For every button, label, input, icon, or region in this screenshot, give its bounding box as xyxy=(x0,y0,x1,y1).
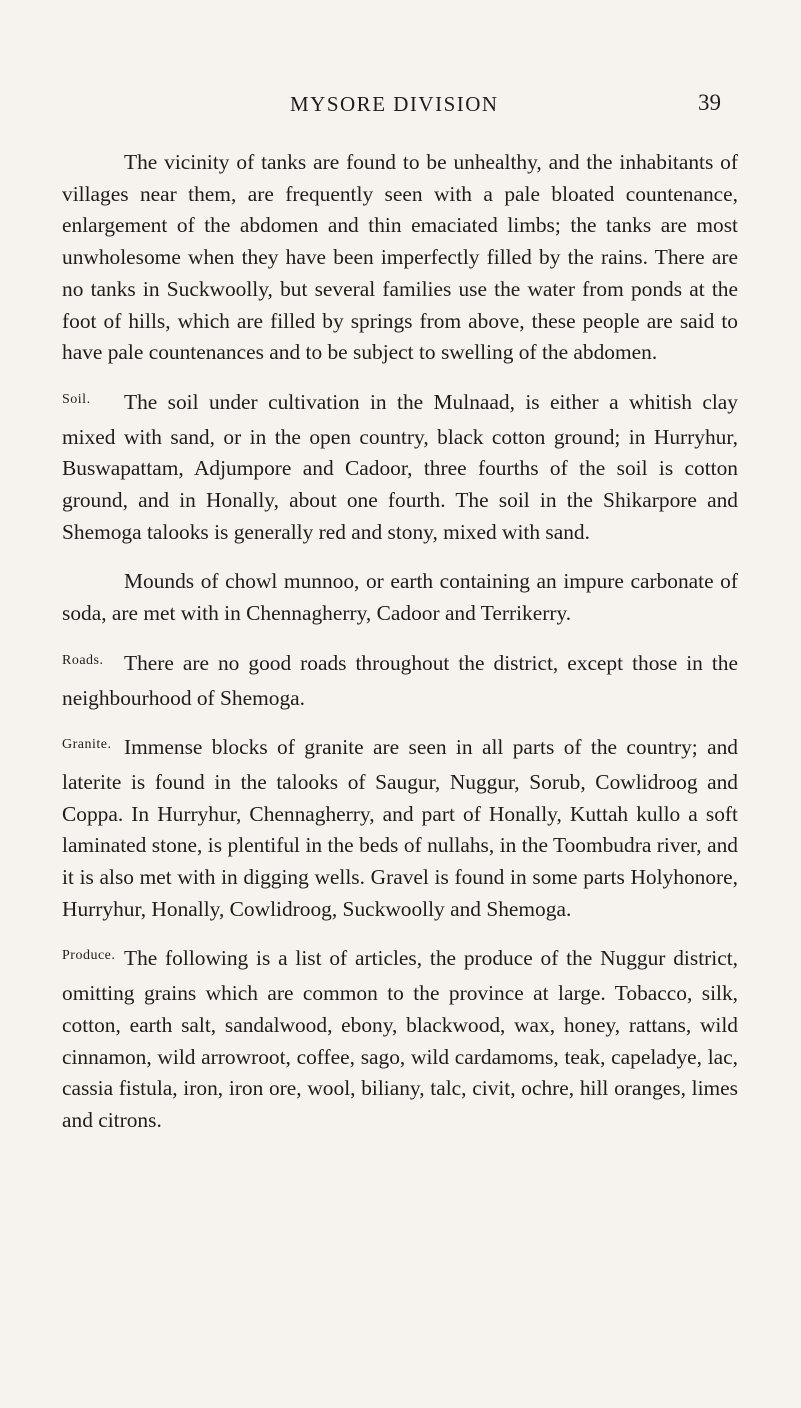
margin-lead: Produce. xyxy=(62,948,116,964)
paragraph-roads xyxy=(62,648,738,714)
paragraph-soil xyxy=(62,387,738,549)
paragraph-mounds xyxy=(62,566,738,629)
running-header xyxy=(0,92,801,132)
paragraph-text: Immense blocks of granite are seen in all parts of the country; and laterite is found in the talooks of Saugur, Nuggur, Sorub, Cowlidroog and Coppa. In Hurryhur, Chennagherry, and part of Honally, Kuttah kullo a soft laminated stone, is plentiful in the beds of nullahs, in the Toombudra river, and it is also met with in digging wells. Gravel is found in some parts Holyhonore, Hurryhur, Honally, Cowlidroog, Suckwoolly and Shemoga. xyxy=(62,735,738,921)
header-title: MYSORE DIVISION xyxy=(290,92,499,116)
paragraph-text: The following is a list of articles, the produce of the Nuggur district, omitting grains which are common to the province at large. Tobacco, silk, cotton, earth salt, sandalwood, ebony, blackwood, wax, honey, rattans, wild cinnamon, wild arrowroot, coffee, sago, wild cardamoms, teak, capeladye, lac, cassia fistula, iron, iron ore, wool, biliany, talc, civit, ochre, hill oranges, limes and citrons. xyxy=(62,946,738,1132)
margin-lead: Roads. xyxy=(62,652,104,668)
paragraph-granite xyxy=(62,732,738,925)
paragraph-text: The vicinity of tanks are found to be unhealthy, and the inhabitants of villages near them, are frequently seen with a pale bloated countenance, enlargement of the abdomen and thin emaciated limbs; the tanks are most unwholesome when they have been imperfectly filled by the rains. There are no tanks in Suckwoolly, but several families use the water from ponds at the foot of hills, which are filled by springs from above, these people are said to have pale countenances and to be subject to swelling of the abdomen. xyxy=(62,150,738,365)
paragraph-text: There are no good roads throughout the district, except those in the neighbourhood of Shemoga. xyxy=(62,650,738,710)
paragraph-text: The soil under cultivation in the Mulnaad, is either a whitish clay mixed with sand, or in the open country, black cotton ground; in Hurryhur, Buswapattam, Adjumpore and Cadoor, three fourths of the soil is cotton ground, and in Honally, about one fourth. The soil in the Shikarpore and Shemoga talooks is generally red and stony, mixed with sand. xyxy=(62,389,738,544)
margin-lead: Soil. xyxy=(62,391,91,407)
paragraph-text: Mounds of chowl munnoo, or earth containing an impure carbonate of soda, are met with in Chennagherry, Cadoor and Terrikerry. xyxy=(62,569,738,626)
paragraph-tanks xyxy=(62,147,738,369)
margin-lead: Granite. xyxy=(62,737,112,753)
paragraph-produce xyxy=(62,943,738,1136)
page-number: 39 xyxy=(698,90,721,115)
body-text xyxy=(62,147,738,1137)
